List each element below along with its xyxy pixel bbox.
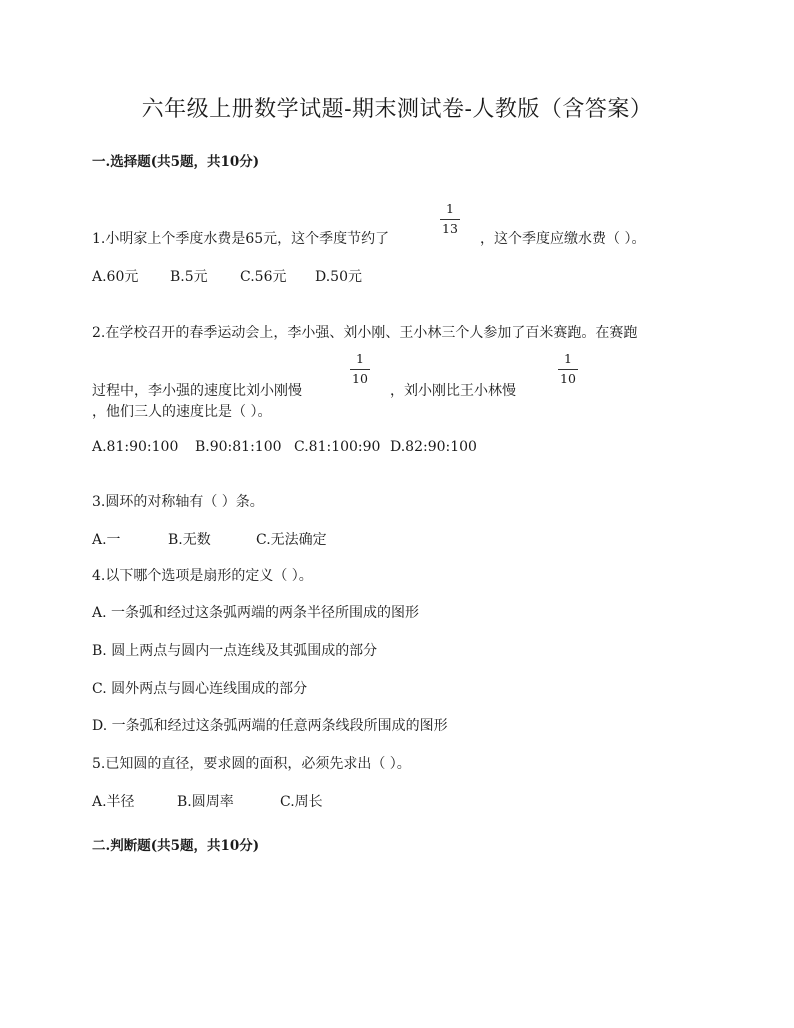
- question-3-option-b: B.无数: [168, 532, 211, 548]
- fraction-bar: [350, 369, 370, 370]
- fraction-denominator: 10: [352, 370, 368, 386]
- question-2-option-c: C.81:100:90: [294, 439, 381, 455]
- question-1-option-c: C.56元: [240, 269, 287, 285]
- question-5-text: 5.已知圆的直径，要求圆的面积，必须先求出（ ）。: [92, 756, 411, 772]
- question-4-option-d: D. 一条弧和经过这条弧两端的任意两条线段所围成的图形: [92, 718, 448, 734]
- question-4-option-a: A. 一条弧和经过这条弧两端的两条半径所围成的图形: [92, 605, 420, 621]
- question-2-line-1: 2.在学校召开的春季运动会上，李小强、刘小刚、王小林三个人参加了百米赛跑。在赛跑: [92, 325, 638, 341]
- question-4-option-c: C. 圆外两点与圆心连线围成的部分: [92, 681, 308, 697]
- question-1-text-after: ，这个季度应缴水费（ ）。: [480, 231, 646, 247]
- fraction-bar: [440, 219, 460, 220]
- question-2-text-before: 过程中，李小强的速度比刘小刚慢: [92, 383, 302, 399]
- question-1-option-b: B.5元: [170, 269, 208, 285]
- question-5-options: [92, 791, 323, 811]
- question-5-option-b: B.圆周率: [177, 794, 234, 810]
- question-1-text-before: 1.小明家上个季度水费是65元，这个季度节约了: [92, 231, 390, 247]
- question-3-option-c: C.无法确定: [256, 532, 327, 548]
- section-heading-true-false: 二.判断题(共5题，共10分): [92, 838, 260, 854]
- question-2-line-3: ，他们三人的速度比是（ ）。: [92, 404, 272, 420]
- question-3-options: [92, 529, 327, 549]
- question-5-option-c: C.周长: [280, 794, 323, 810]
- fraction-numerator: 1: [355, 351, 364, 366]
- document-title: 六年级上册数学试题-期末测试卷-人教版（含答案）: [141, 97, 653, 122]
- question-2-option-a: A.81:90:100: [92, 439, 179, 455]
- question-2-text-middle: ，刘小刚比王小林慢: [390, 383, 516, 399]
- question-5-option-a: A.半径: [92, 794, 135, 810]
- question-2-fraction-1: [350, 353, 370, 385]
- fraction-denominator: 10: [560, 370, 576, 386]
- question-4-text: 4.以下哪个选项是扇形的定义（ ）。: [92, 568, 313, 584]
- question-1-fraction: [440, 203, 460, 235]
- question-2-option-b: B.90:81:100: [195, 439, 282, 455]
- question-1-option-d: D.50元: [315, 269, 362, 285]
- question-2-fraction-2: [558, 353, 578, 385]
- question-2-option-d: D.82:90:100: [390, 439, 477, 455]
- question-3-text: 3.圆环的对称轴有（ ）条。: [92, 494, 264, 510]
- question-3-option-a: A.一: [92, 532, 121, 548]
- fraction-numerator: 1: [563, 351, 572, 366]
- question-1-options: [92, 266, 362, 286]
- question-4-option-b: B. 圆上两点与圆内一点连线及其弧围成的部分: [92, 643, 378, 659]
- question-1-option-a: A.60元: [92, 269, 139, 285]
- fraction-numerator: 1: [445, 201, 454, 216]
- question-2-options: [92, 439, 477, 455]
- section-heading-multiple-choice: 一.选择题(共5题，共10分): [92, 154, 260, 170]
- fraction-denominator: 13: [442, 220, 458, 236]
- fraction-bar: [558, 369, 578, 370]
